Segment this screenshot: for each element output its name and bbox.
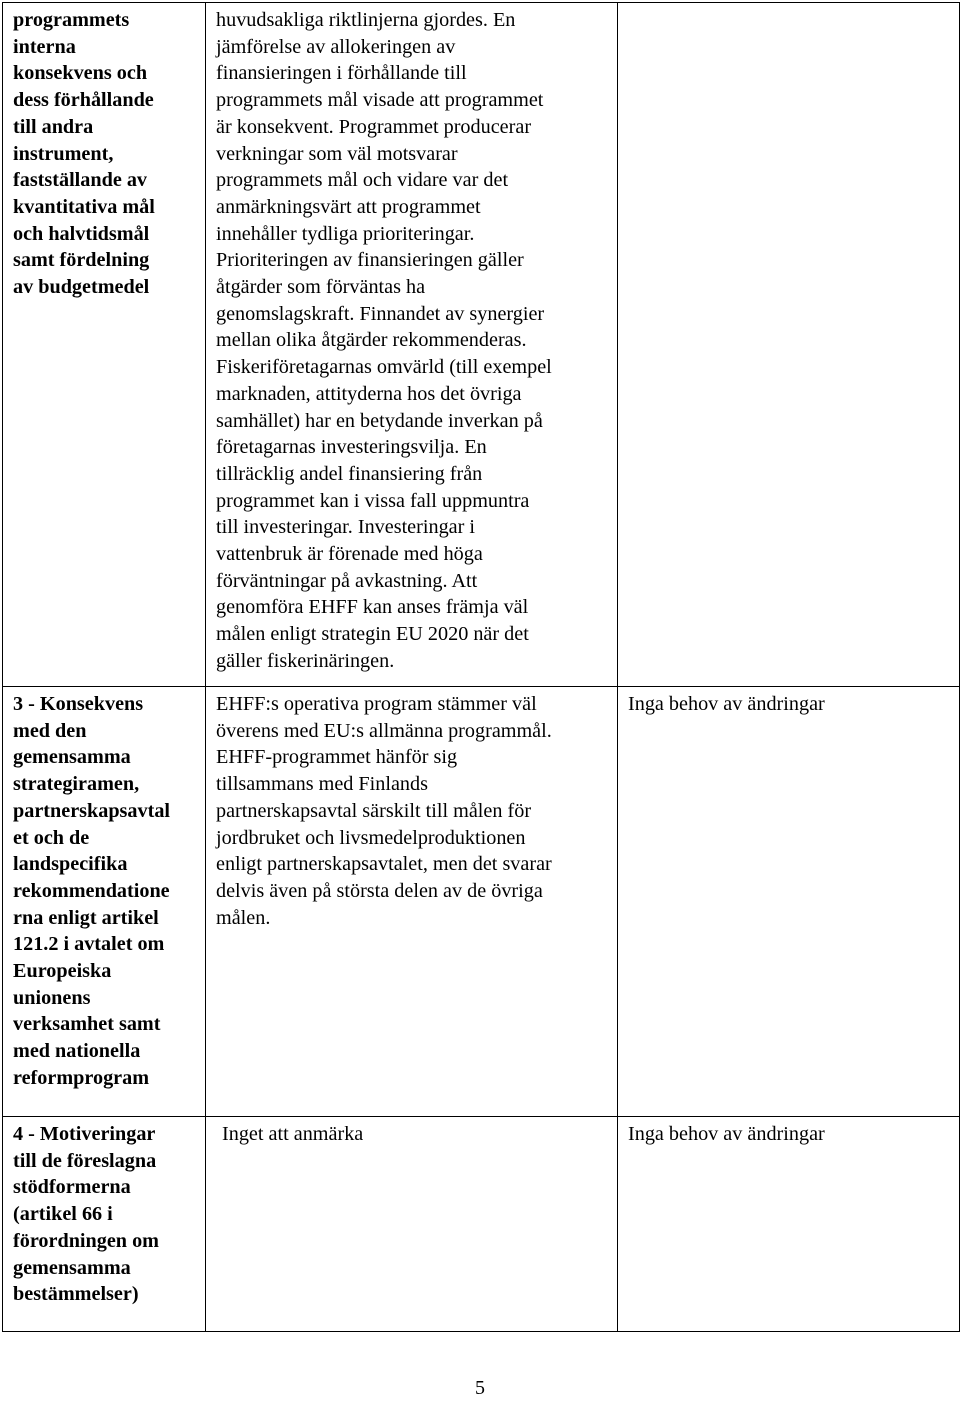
assessment-text: EHFF:s operativa program stämmer väl överens med EU:s allmänna programmål. EHFF-programmet hänför sig tillsammans med Finlands partnerskapsavtal särskilt till målen för jordbruket och livsmedelproduktionen enligt partnerskapsavtalet, men det svarar delvis även på största delen av de övriga målen.: [216, 693, 552, 929]
criterion-text: 4 - Motiveringar till de föreslagna stödformerna (artikel 66 i förordningen om gemensamma bestämmelser): [13, 1123, 159, 1306]
response-cell: [618, 687, 960, 1117]
page-number: 5: [475, 1377, 485, 1399]
criterion-text: programmets interna konsekvens och dess förhållande till andra instrument, fastställande av kvantitativa mål och halvtidsmål samt fördelning av budgetmedel: [13, 9, 155, 299]
criterion-cell: [3, 3, 206, 687]
criterion-cell: [3, 687, 206, 1117]
table-row: [3, 3, 960, 687]
assessment-cell: [206, 1117, 618, 1332]
assessment-cell: [206, 687, 618, 1117]
response-text: Inga behov av ändringar: [628, 1123, 825, 1145]
evaluation-table: [2, 2, 960, 1332]
criterion-text: 3 - Konsekvens med den gemensamma strategiramen, partnerskapsavtal et och de landspecifika rekommendatione rna enligt artikel 121.2 i avtalet om Europeiska unionens verksamhet samt med nationella reformprogram: [13, 693, 171, 1089]
assessment-text: huvudsakliga riktlinjerna gjordes. En jämförelse av allokeringen av finansieringen i förhållande till programmets mål visade att programmet är konsekvent. Programmet producerar verkningar som väl motsvarar programmets mål och vidare var det anmärkningsvärt att programmet innehåller tydliga prioriteringar. Prioriteringen av finansieringen gäller åtgärder som förväntas ha genomslagskraft. Finnandet av synergier mellan olika åtgärder rekommenderas. Fiskeriföretagarnas omvärld (till exempel marknaden, attityderna hos det övriga samhället) har en betydande inverkan på företagarnas investeringsvilja. En tillräcklig andel finansiering från programmet kan i vissa fall uppmuntra till investeringar. Investeringar i vattenbruk är förenade med höga förväntningar på avkastning. Att genomföra EHFF kan anses främja väl målen enligt strategin EU 2020 när det gäller fiskerinäringen.: [216, 9, 552, 672]
criterion-cell: [3, 1117, 206, 1332]
response-cell: [618, 3, 960, 687]
response-cell: [618, 1117, 960, 1332]
table-row: [3, 687, 960, 1117]
table-row: [3, 1117, 960, 1332]
assessment-text: Inget att anmärka: [222, 1123, 364, 1145]
response-text: Inga behov av ändringar: [628, 693, 825, 715]
assessment-cell: [206, 3, 618, 687]
